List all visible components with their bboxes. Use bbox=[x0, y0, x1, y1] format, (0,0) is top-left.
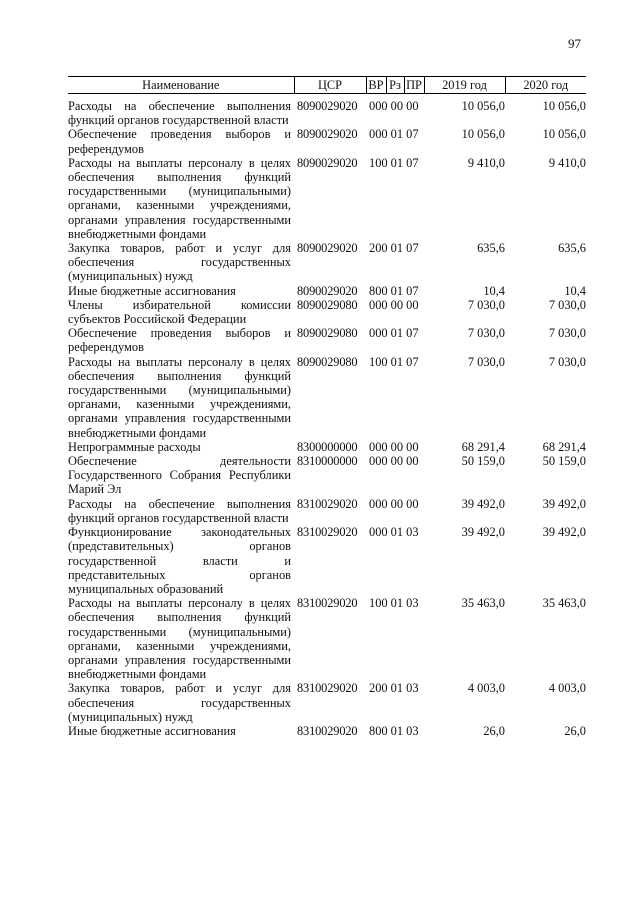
row-csr: 8090029020 bbox=[297, 99, 358, 113]
table-row bbox=[68, 440, 586, 454]
row-codes: 000 00 00 bbox=[369, 99, 419, 113]
table-row bbox=[68, 94, 586, 128]
row-name: Расходы на выплаты персоналу в целях обеспечения выполнения функций государственными (муниципальными) органами, казенными учреждениями, органами управления государственными внебюджетными фондами bbox=[68, 155, 291, 241]
table-row bbox=[68, 724, 586, 738]
table-row bbox=[68, 298, 586, 326]
row-amount-2020: 39 492,0 bbox=[542, 525, 586, 540]
row-name: Члены избирательной комиссии субъектов Российской Федерации bbox=[68, 297, 291, 327]
row-csr: 8310029020 bbox=[297, 723, 358, 738]
row-amount-2020: 35 463,0 bbox=[542, 596, 586, 611]
row-amount-2020: 7 030,0 bbox=[548, 297, 586, 312]
row-codes: 000 00 00 bbox=[369, 454, 419, 469]
row-amount-2019: 7 030,0 bbox=[467, 297, 505, 312]
row-name: Непрограммные расходы bbox=[68, 439, 201, 454]
row-amount-2020: 635,6 bbox=[558, 241, 586, 256]
row-name: Расходы на обеспечение выполнения функций органов государственной власти bbox=[68, 99, 291, 128]
table-body bbox=[68, 94, 586, 739]
row-amount-2020: 26,0 bbox=[564, 723, 586, 738]
row-amount-2019: 50 159,0 bbox=[461, 454, 505, 469]
row-codes: 800 01 07 bbox=[369, 283, 419, 298]
header-2020: 2020 год bbox=[505, 77, 586, 94]
row-amount-2020: 7 030,0 bbox=[548, 326, 586, 341]
row-codes: 100 01 03 bbox=[369, 596, 419, 611]
row-codes: 000 00 00 bbox=[369, 439, 419, 454]
row-csr: 8090029080 bbox=[297, 297, 358, 312]
row-csr: 8090029080 bbox=[297, 354, 358, 369]
row-name: Иные бюджетные ассигнования bbox=[68, 283, 236, 298]
row-codes: 000 01 07 bbox=[369, 326, 419, 341]
row-name: Обеспечение проведения выборов и референдумов bbox=[68, 127, 291, 156]
row-amount-2019: 9 410,0 bbox=[467, 155, 505, 170]
header-2019: 2019 год bbox=[424, 77, 505, 94]
page-number: 97 bbox=[568, 36, 581, 51]
row-csr: 8310000000 bbox=[297, 454, 358, 469]
row-codes: 100 01 07 bbox=[369, 354, 419, 369]
table-row bbox=[68, 525, 586, 596]
table-row bbox=[68, 241, 586, 284]
row-amount-2020: 4 003,0 bbox=[548, 681, 586, 696]
row-codes: 200 01 03 bbox=[369, 681, 419, 696]
row-name: Обеспечение проведения выборов и референдумов bbox=[68, 326, 291, 355]
table-row bbox=[68, 454, 586, 497]
row-name: Обеспечение деятельности Государственного Собрания Республики Марий Эл bbox=[68, 454, 291, 497]
row-amount-2019: 26,0 bbox=[483, 723, 505, 738]
row-csr: 8310029020 bbox=[297, 596, 358, 611]
row-csr: 8090029020 bbox=[297, 283, 358, 298]
row-codes: 000 00 00 bbox=[369, 496, 419, 511]
table-header bbox=[68, 77, 586, 94]
header-name: Наименование bbox=[68, 77, 294, 94]
table-row bbox=[68, 497, 586, 525]
table-row bbox=[68, 596, 586, 681]
row-codes: 000 01 07 bbox=[369, 127, 419, 142]
budget-table bbox=[68, 76, 586, 738]
table-header-row bbox=[68, 77, 586, 94]
row-amount-2019: 39 492,0 bbox=[461, 496, 505, 511]
row-amount-2020: 10 056,0 bbox=[542, 99, 586, 113]
row-csr: 8300000000 bbox=[297, 439, 358, 454]
row-codes: 000 00 00 bbox=[369, 297, 419, 312]
row-amount-2020: 39 492,0 bbox=[542, 496, 586, 511]
header-rz: Рз bbox=[386, 77, 404, 94]
row-name: Расходы на обеспечение выполнения функций органов государственной власти bbox=[68, 496, 291, 525]
row-csr: 8310029020 bbox=[297, 496, 358, 511]
row-name: Расходы на выплаты персоналу в целях обеспечения выполнения функций государственными (муниципальными) органами, казенными учреждениями, органами управления государственными внебюджетными фондами bbox=[68, 354, 291, 440]
row-amount-2020: 68 291,4 bbox=[542, 439, 586, 454]
row-codes: 000 01 03 bbox=[369, 525, 419, 540]
row-amount-2020: 7 030,0 bbox=[548, 354, 586, 369]
row-amount-2019: 10 056,0 bbox=[461, 99, 505, 113]
table-row bbox=[68, 355, 586, 440]
row-amount-2020: 10,4 bbox=[564, 283, 586, 298]
row-name: Расходы на выплаты персоналу в целях обеспечения выполнения функций государственными (муниципальными) органами, казенными учреждениями, органами управления государственными внебюджетными фондами bbox=[68, 596, 291, 682]
row-name: Закупка товаров, работ и услуг для обеспечения государственных (муниципальных) нужд bbox=[68, 241, 291, 284]
table-row bbox=[68, 284, 586, 298]
row-csr: 8090029020 bbox=[297, 155, 358, 170]
row-amount-2019: 4 003,0 bbox=[467, 681, 505, 696]
table-row bbox=[68, 681, 586, 724]
row-amount-2019: 10,4 bbox=[483, 283, 505, 298]
row-name: Функционирование законодательных (представительных) органов государственной власти и представительных органов муниципальных образований bbox=[68, 525, 291, 596]
header-vr: ВР bbox=[366, 77, 386, 94]
table-row bbox=[68, 326, 586, 354]
row-name: Иные бюджетные ассигнования bbox=[68, 723, 236, 738]
row-csr: 8090029020 bbox=[297, 241, 358, 256]
row-name: Закупка товаров, работ и услуг для обеспечения государственных (муниципальных) нужд bbox=[68, 681, 291, 724]
row-csr: 8090029020 bbox=[297, 127, 358, 142]
row-amount-2019: 35 463,0 bbox=[461, 596, 505, 611]
row-amount-2020: 50 159,0 bbox=[542, 454, 586, 469]
row-codes: 200 01 07 bbox=[369, 241, 419, 256]
row-amount-2020: 9 410,0 bbox=[548, 155, 586, 170]
header-pr: ПР bbox=[404, 77, 424, 94]
table-row bbox=[68, 156, 586, 241]
header-csr: ЦСР bbox=[294, 77, 366, 94]
row-codes: 100 01 07 bbox=[369, 155, 419, 170]
row-amount-2019: 10 056,0 bbox=[461, 127, 505, 142]
row-csr: 8090029080 bbox=[297, 326, 358, 341]
row-amount-2019: 68 291,4 bbox=[461, 439, 505, 454]
row-amount-2019: 39 492,0 bbox=[461, 525, 505, 540]
row-amount-2019: 635,6 bbox=[477, 241, 505, 256]
row-csr: 8310029020 bbox=[297, 681, 358, 696]
row-amount-2020: 10 056,0 bbox=[542, 127, 586, 142]
row-csr: 8310029020 bbox=[297, 525, 358, 540]
row-amount-2019: 7 030,0 bbox=[467, 354, 505, 369]
row-codes: 800 01 03 bbox=[369, 723, 419, 738]
row-amount-2019: 7 030,0 bbox=[467, 326, 505, 341]
table-row bbox=[68, 127, 586, 155]
